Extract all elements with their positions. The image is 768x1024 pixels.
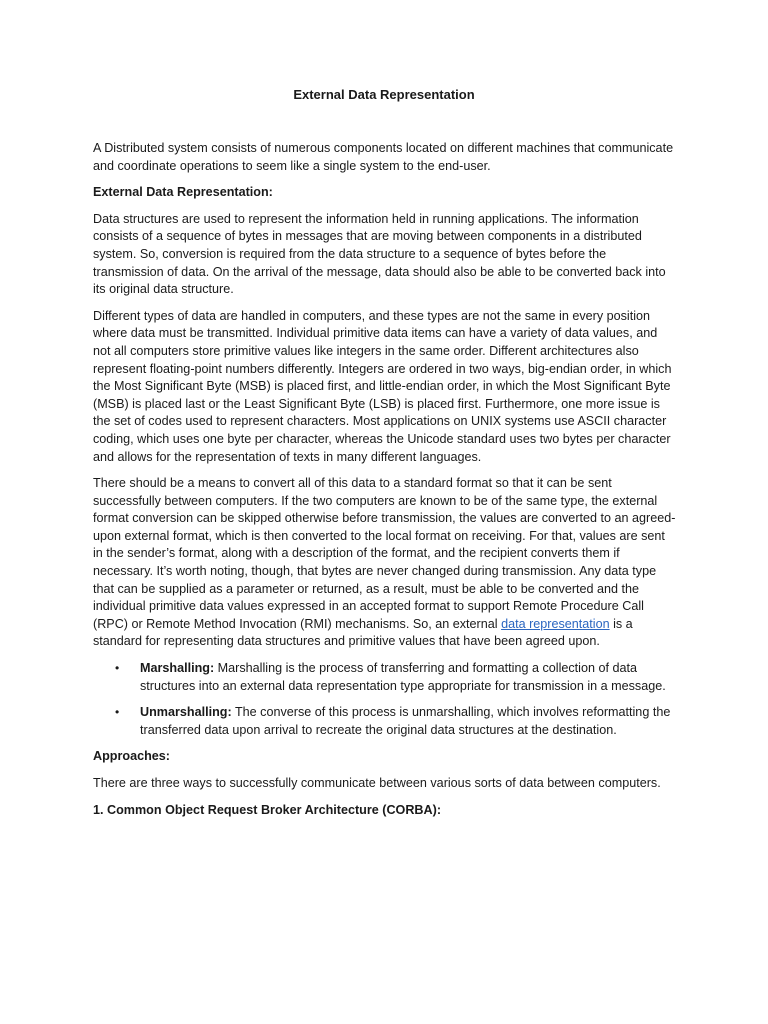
bullet-icon: • [115,705,120,720]
intro-paragraph: A Distributed system consists of numerous components located on different machines that communicate and coordinate operations to seem like a single system to the end-user. [93,141,674,173]
paragraph-text-before-link: There should be a means to convert all of this data to a standard format so that it can be sent successfully between computers. If the two computers are known to be of the same type, the external format conversion can be skipped otherwise before transmission, the values are converted to an agreed-upon external format, which is then converted to the local format on receiving. For that, values are sent in the sender’s format, along with a description of the format, and the recipient converts them if necessary. It’s worth noting, though, that bytes are never changed during transmission. Any data type that can be supplied as a parameter or returned, as a result, must be able to be converted and the individual primitive data values expressed in an accepted format to support Remote Procedure Call (RPC) or Remote Method Invocation (RMI) mechanisms. So, an external [93,476,676,631]
bullet-text: Marshalling is the process of transferring and formatting a collection of data structures into an external data representation type appropriate for transmission in a message. [140,661,666,693]
list-item [93,704,678,739]
paragraph-data-structures: Data structures are used to represent the information held in running applications. The information consists of a sequence of bytes in messages that are moving between components in a distributed system. So, conversion is required from the data structure to a sequence of bytes before the transmission of data. On the arrival of the message, data should also be able to be converted back into its original data structure. [93,211,666,297]
list-item [93,660,678,695]
section-heading: External Data Representation: [93,185,273,200]
bullet-icon: • [115,661,120,676]
bullet-term: Marshalling: [140,661,215,676]
approaches-heading: Approaches: [93,749,170,764]
bullet-text: The converse of this process is unmarshalling, which involves reformatting the transferred data upon arrival to recreate the original data structures at the destination. [140,705,671,737]
page-title: External Data Representation [293,87,475,102]
bullet-term: Unmarshalling: [140,705,232,720]
data-representation-link[interactable]: data representation [501,616,610,631]
paragraph-data-types: Different types of data are handled in computers, and these types are not the same in every position where data must be transmitted. Individual primitive data items can have a variety of data values, and not all computers store primitive values like integers in the same order. Different architectures also represent floating-point numbers differently. Integers are ordered in two ways, big-endian order, in which the Most Significant Byte (MSB) is placed first, and little-endian order, in which the Most Significant Byte (MSB) is placed last or the Least Significant Byte (LSB) is placed first. Furthermore, one more issue is the set of codes used to represent characters. Most applications on UNIX systems use ASCII character coding, which uses one byte per character, whereas the Unicode standard uses two bytes per character and allows for the representation of texts in many different languages. [93,308,672,464]
corba-heading: 1. Common Object Request Broker Architecture (CORBA): [93,802,442,817]
bullet-list [93,660,678,739]
paragraph-text-after-link: is a standard for representing data structures and primitive values that have been agreed upon. [93,616,633,649]
document-body [93,140,678,828]
paragraph-standard-format [93,475,678,651]
approaches-paragraph: There are three ways to successfully communicate between various sorts of data between computers. [93,776,661,790]
